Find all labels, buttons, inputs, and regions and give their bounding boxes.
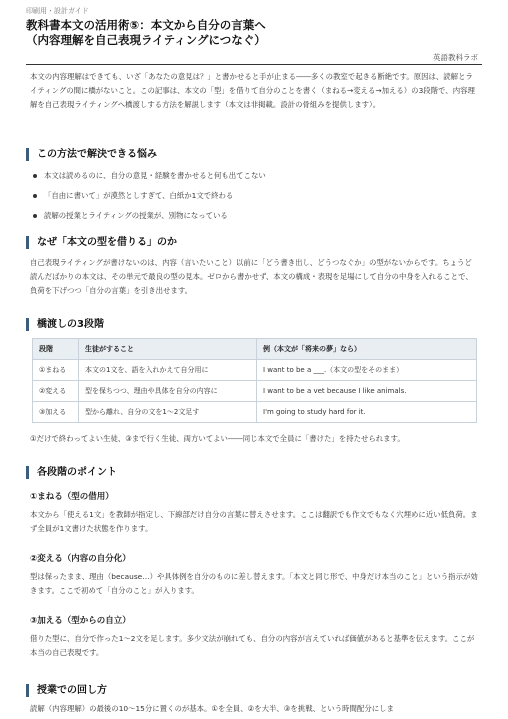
list-item: 読解の授業とライティングの授業が、別物になっている [30,206,478,226]
brand-label: 英語教科ラボ [433,53,478,62]
table-cell: I want to be a vet because I like animals. [257,381,477,402]
title-line-2: （内容理解を自己表現ライティングにつなぐ） [26,33,266,47]
table-cell: 型から離れ、自分の文を1～2文足す [79,402,257,423]
table-cell: 型を保ちつつ、理由や具体を自分の内容に [79,381,257,402]
column-header: 段階 [33,339,79,360]
table-row [33,381,477,402]
intro-paragraph: 本文の内容理解はできても、いざ「あなたの意見は？」と書かせると手が止まる――多くの教室で起きる断絶です。原因は、読解とライティングの間に橋がないこと。この記事は、本文の「型」を借りて自分のことを書く（まねる→変える→加える）の3段階で、内容理解を自己表現ライティングへ橋渡しする方法を解説します（本文は非掲載。設計の骨組みを提供します）。 [30,72,475,109]
point-body-add: 借りた型に、自分で作った1～2文を足します。多少文法が崩れても、自分の内容が言えていれば価値があると基準を伝えます。ここが本当の自己表現です。 [30,634,475,657]
eyebrow-label: 印刷用・設計ガイド [26,7,89,15]
point-body-change: 型は保ったまま、理由（because…）や具体例を自分のものに差し替えます。「本文と同じ形で、中身だけ本当のこと」という指示が効きます。ここで初めて「自分のこと」が入ります。 [30,572,478,595]
table-row [33,360,477,381]
title-line-1: 教科書本文の活用術⑤：本文から自分の言葉へ [26,18,266,32]
section-heading-points: 各段階のポイント [26,466,117,479]
list-item: 「自由に書いて」が漠然としすぎて、白紙か1文で終わる [30,186,478,206]
pains-list [30,166,478,226]
header-divider [26,64,482,65]
section-heading-pains: この方法で解決できる悩み [26,148,157,161]
why-paragraph: 自己表現ライティングが書けないのは、内容（言いたいこと）以前に「どう書き出し、どうつなぐか」の型がないからです。ちょうど読んだばかりの本文は、その単元で最良の型の見本。ゼロから書かせず、本文の構成・表現を足場にして自分の中身を入れることで、負荷を下げつつ「自分の言葉」を引き出せます。 [30,258,473,295]
class-paragraph: 読解（内容理解）の最後の10～15分に置くのが基本。①を全員、②を大半、③を挑戦、という時間配分にしま [30,704,394,713]
table-cell: I'm going to study hard for it. [257,402,477,423]
steps-note: ①だけで終わってよい生徒、③まで行く生徒、両方いてよい――同じ本文で全員に「書けた」を持たせられます。 [30,434,405,443]
table-row [33,402,477,423]
table-cell: ①まねる [33,360,79,381]
section-heading-class: 授業での回し方 [26,684,107,697]
column-header: 例（本文が「将来の夢」なら） [257,339,477,360]
point-title-change: ②変える（内容の自分化） [30,554,131,564]
page-title [26,18,406,48]
point-title-imitate: ①まねる（型の借用） [30,492,114,502]
table-cell: ②変える [33,381,79,402]
point-title-add: ③加える（型からの自立） [30,616,131,626]
table-cell: I want to be a ___.（本文の型をそのまま） [257,360,477,381]
steps-table [32,338,477,423]
point-body-imitate: 本文から「使える1文」を教師が指定し、下線部だけ自分の言葉に替えさせます。ここは翻訳でも作文でもなく穴埋めに近い低負荷。まず全員が1文書けた状態を作ります。 [30,510,478,533]
table-cell: ③加える [33,402,79,423]
table-header-row [33,339,477,360]
column-header: 生徒がすること [79,339,257,360]
list-item: 本文は読めるのに、自分の意見・経験を書かせると何も出てこない [30,166,478,186]
section-heading-why: なぜ「本文の型を借りる」のか [26,236,177,249]
table-cell: 本文の1文を、語を入れかえて自分用に [79,360,257,381]
section-heading-steps: 橋渡しの3段階 [26,318,104,331]
